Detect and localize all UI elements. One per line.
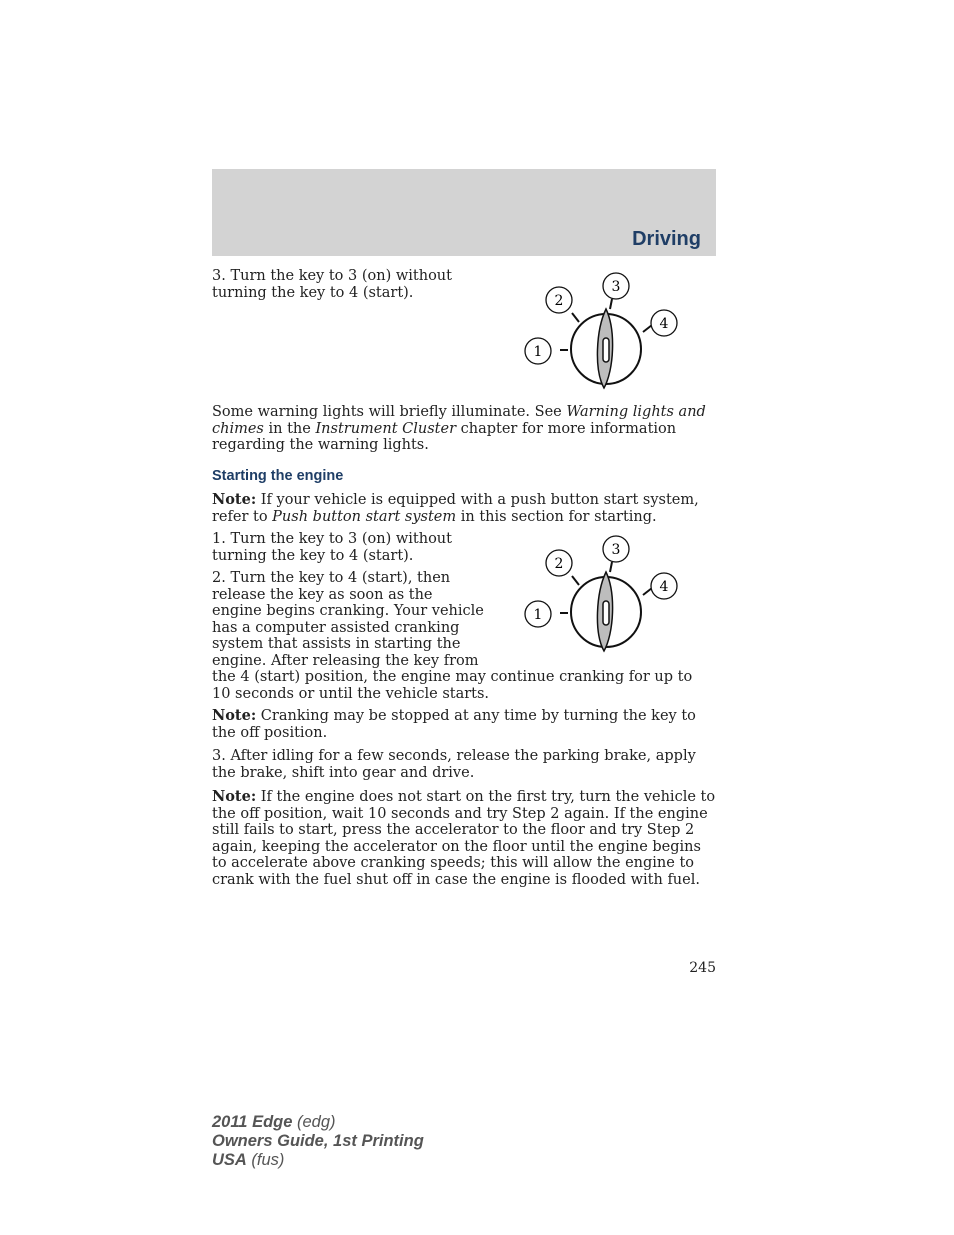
position-tick bbox=[610, 562, 612, 572]
position-tick bbox=[643, 588, 652, 595]
key-slot bbox=[603, 601, 609, 625]
position-tick bbox=[572, 576, 579, 585]
position-label: 3 bbox=[611, 542, 621, 558]
position-tick bbox=[610, 299, 612, 309]
position-tick bbox=[643, 325, 652, 332]
key-slot bbox=[603, 338, 609, 362]
position-label: 1 bbox=[533, 344, 543, 360]
header-band bbox=[212, 169, 716, 256]
position-label: 2 bbox=[554, 556, 564, 572]
step-1: 1. Turn the key to 3 (on) without turning the key to 4 (start). bbox=[212, 531, 452, 564]
position-label: 4 bbox=[659, 579, 669, 595]
note-push-button: Note: If your vehicle is equipped with a push button start system, refer to Push button start system in this section for starting. bbox=[212, 491, 699, 525]
footer: 2011 Edge (edg) Owners Guide, 1st Printing USA (fus) bbox=[212, 1113, 424, 1169]
warning-lights-paragraph: Some warning lights will briefly illuminate. See Warning lights and chimes in the Instrument Cluster chapter for more information regarding the warning lights. bbox=[212, 404, 706, 453]
position-label: 1 bbox=[533, 607, 543, 623]
subheading-starting-the-engine: Starting the engine bbox=[212, 468, 344, 484]
position-tick bbox=[572, 313, 579, 322]
section-title: Driving bbox=[632, 228, 701, 250]
position-label: 2 bbox=[554, 293, 564, 309]
page-number: 245 bbox=[689, 960, 716, 976]
ignition-diagram-bottom bbox=[518, 533, 688, 653]
note-engine-not-start: Note: If the engine does not start on the first try, turn the vehicle to the off position, wait 10 seconds and try Step 2 again. If the engine still fails to start, press the accelerator to the floor and try Step 2 again, keeping the accelerator on the floor until the engine begins to accelerate above cranking speeds; this will allow the engine to crank with the fuel shut off in case the engine is flooded with fuel. bbox=[212, 788, 716, 888]
position-label: 4 bbox=[659, 316, 669, 332]
ignition-diagram-top bbox=[518, 270, 688, 390]
step-3-bottom: 3. After idling for a few seconds, release the parking brake, apply the brake, shift into gear and drive. bbox=[212, 748, 696, 781]
step-2: 2. Turn the key to 4 (start), then release the key as soon as the engine begins cranking. Your vehicle has a computer assisted cranking system that assists in starting the engine. After releasing the key from the 4 (start) position, the engine may continue cranking for up to 10 seconds or until the vehicle starts. bbox=[212, 570, 693, 702]
step-3-top: 3. Turn the key to 3 (on) without turning the key to 4 (start). bbox=[212, 268, 452, 301]
position-label: 3 bbox=[611, 279, 621, 295]
note-cranking: Note: Cranking may be stopped at any time by turning the key to the off position. bbox=[212, 707, 696, 741]
